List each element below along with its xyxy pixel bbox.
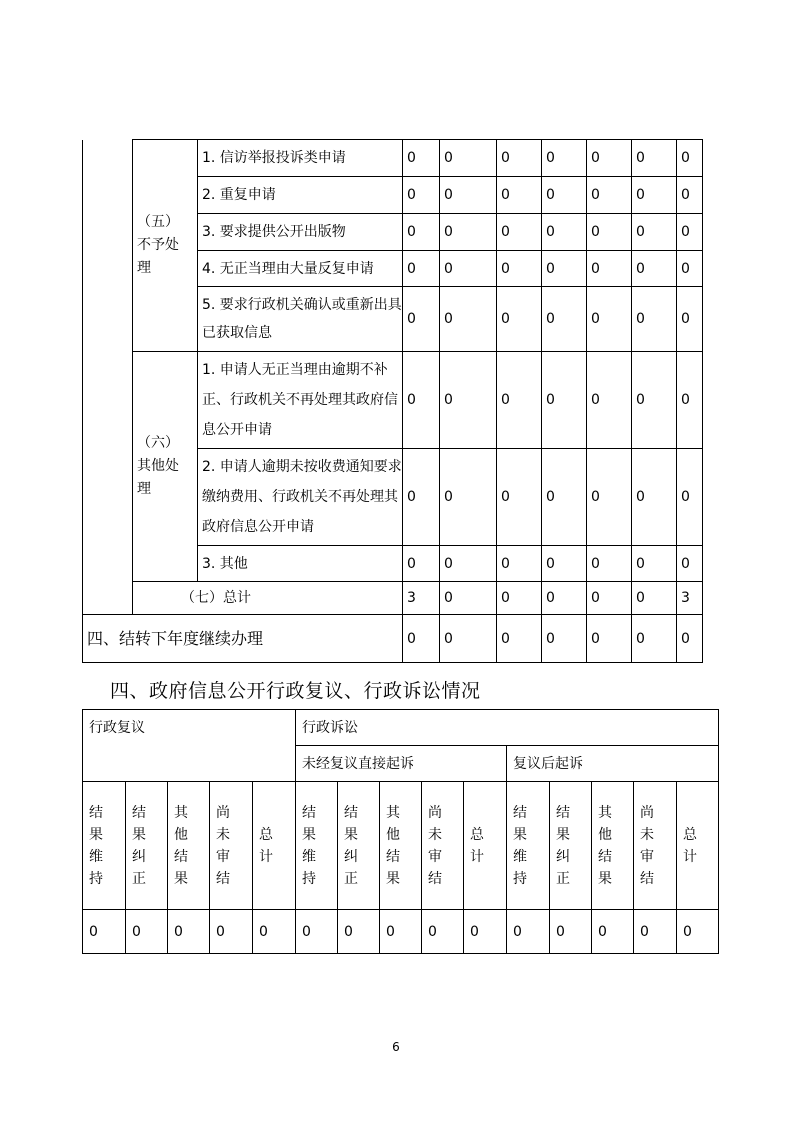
cell-value: 0 — [497, 449, 542, 546]
column-header-row — [83, 782, 719, 824]
cell-value: 0 — [497, 214, 542, 251]
column-header: 结 果 维 持 — [296, 782, 338, 910]
cell-value: 0 — [440, 615, 497, 663]
cell-value: 0 — [440, 287, 497, 352]
cell-value: 0 — [422, 910, 464, 954]
cell-value: 0 — [440, 140, 497, 177]
cell-value: 0 — [403, 287, 440, 352]
cell-value: 0 — [677, 140, 703, 177]
cell-value: 0 — [497, 140, 542, 177]
column-header: 其 他 结 果 — [380, 782, 422, 910]
column-header: 结 果 维 持 — [83, 782, 126, 910]
cell-value: 0 — [168, 910, 210, 954]
cell-value: 0 — [550, 910, 592, 954]
cell-value: 0 — [403, 352, 440, 449]
cell-value: 0 — [497, 615, 542, 663]
column-header: 尚 未 审 结 — [634, 782, 677, 910]
cell-value: 0 — [632, 214, 677, 251]
cell-value: 0 — [338, 910, 380, 954]
cell-value: 0 — [587, 352, 632, 449]
cell-value: 0 — [403, 449, 440, 546]
cell-value: 0 — [632, 615, 677, 663]
row-label: 2. 重复申请 — [198, 177, 403, 214]
cell-value: 0 — [592, 910, 634, 954]
table-row — [83, 352, 703, 449]
row-label: 1. 申请人无正当理由逾期不补正、行政机关不再处理其政府信息公开申请 — [198, 352, 403, 449]
cell-value: 0 — [587, 582, 632, 615]
cell-value: 0 — [677, 615, 703, 663]
cell-value: 0 — [403, 140, 440, 177]
cell-value: 0 — [210, 910, 253, 954]
cell-value: 0 — [632, 352, 677, 449]
row-label: 2. 申请人逾期未按收费通知要求缴纳费用、行政机关不再处理其政府信息公开申请 — [198, 449, 403, 546]
cell-value: 0 — [634, 910, 677, 954]
column-header: 结 果 纠 正 — [126, 782, 168, 910]
cell-value: 0 — [587, 287, 632, 352]
cell-value: 0 — [632, 251, 677, 287]
cell-value: 0 — [587, 449, 632, 546]
table-row — [83, 140, 703, 177]
blank-left-column — [83, 582, 133, 615]
cell-value: 0 — [497, 177, 542, 214]
row-label: 3. 要求提供公开出版物 — [198, 214, 403, 251]
cell-value: 0 — [497, 352, 542, 449]
cell-value: 0 — [677, 251, 703, 287]
cell-value: 0 — [126, 910, 168, 954]
cell-value: 0 — [587, 251, 632, 287]
cell-value: 0 — [403, 177, 440, 214]
row-label: 4. 无正当理由大量反复申请 — [198, 251, 403, 287]
cell-value: 0 — [296, 910, 338, 954]
cell-value: 0 — [542, 582, 587, 615]
column-header: 总 计 — [253, 782, 296, 910]
cell-value: 0 — [632, 449, 677, 546]
section-heading: 四、政府信息公开行政复议、行政诉讼情况 — [110, 680, 481, 702]
column-header: 尚 未 审 结 — [422, 782, 464, 910]
column-header: 结 果 纠 正 — [338, 782, 380, 910]
cell-value: 0 — [542, 140, 587, 177]
cell-value: 0 — [542, 214, 587, 251]
cell-value: 3 — [677, 582, 703, 615]
column-header: 结 果 维 持 — [507, 782, 550, 910]
cell-value: 0 — [497, 251, 542, 287]
total-label: （七）总计 — [133, 582, 403, 615]
cell-value: 0 — [83, 910, 126, 954]
cell-value: 0 — [677, 910, 719, 954]
cell-value: 0 — [542, 449, 587, 546]
processing-results-table — [82, 139, 703, 663]
cell-value: 0 — [440, 546, 497, 582]
cell-value: 0 — [542, 251, 587, 287]
cell-value: 0 — [587, 546, 632, 582]
after-review-header: 复议后起诉 — [507, 746, 719, 782]
cell-value: 0 — [677, 352, 703, 449]
cell-value: 0 — [632, 140, 677, 177]
cell-value: 0 — [677, 214, 703, 251]
cell-value: 0 — [542, 615, 587, 663]
cell-value: 0 — [464, 910, 507, 954]
cell-value: 0 — [440, 352, 497, 449]
cell-value: 0 — [677, 177, 703, 214]
row-label: 1. 信访举报投诉类申请 — [198, 140, 403, 177]
cell-value: 0 — [542, 287, 587, 352]
total-row — [83, 582, 703, 615]
cell-value: 0 — [440, 251, 497, 287]
admin-review-header: 行政复议 — [83, 710, 296, 782]
column-header: 尚 未 审 结 — [210, 782, 253, 910]
cell-value: 0 — [677, 546, 703, 582]
cell-value: 0 — [440, 449, 497, 546]
cell-value: 0 — [632, 287, 677, 352]
column-header: 其 他 结 果 — [168, 782, 210, 910]
cell-value: 0 — [542, 352, 587, 449]
direct-suit-header: 未经复议直接起诉 — [296, 746, 507, 782]
cell-value: 0 — [587, 177, 632, 214]
blank-left-column — [83, 140, 133, 582]
cell-value: 3 — [403, 582, 440, 615]
group-label-refuse: （五） 不予处 理 — [133, 140, 198, 352]
cell-value: 0 — [440, 214, 497, 251]
row-label: 5. 要求行政机关确认或重新出具已获取信息 — [198, 287, 403, 352]
carry-over-row — [83, 615, 703, 663]
cell-value: 0 — [587, 615, 632, 663]
cell-value: 0 — [403, 251, 440, 287]
cell-value: 0 — [497, 582, 542, 615]
row-label: 3. 其他 — [198, 546, 403, 582]
column-header: 结 果 纠 正 — [550, 782, 592, 910]
page-number: 6 — [392, 1040, 400, 1054]
cell-value: 0 — [497, 287, 542, 352]
cell-value: 0 — [542, 546, 587, 582]
cell-value: 0 — [403, 214, 440, 251]
group-label-other: （六） 其他处 理 — [133, 352, 198, 582]
review-litigation-table — [82, 709, 719, 954]
cell-value: 0 — [632, 546, 677, 582]
cell-value: 0 — [497, 546, 542, 582]
cell-value: 0 — [440, 177, 497, 214]
column-header: 总 计 — [677, 782, 719, 910]
cell-value: 0 — [507, 910, 550, 954]
column-header: 总 计 — [464, 782, 507, 910]
cell-value: 0 — [403, 546, 440, 582]
cell-value: 0 — [253, 910, 296, 954]
carry-over-label: 四、结转下年度继续办理 — [83, 615, 403, 663]
column-header: 其 他 结 果 — [592, 782, 634, 910]
litigation-header: 行政诉讼 — [296, 710, 719, 746]
cell-value: 0 — [632, 582, 677, 615]
values-row — [83, 910, 719, 954]
cell-value: 0 — [403, 615, 440, 663]
cell-value: 0 — [380, 910, 422, 954]
cell-value: 0 — [587, 214, 632, 251]
header-row — [83, 710, 719, 746]
cell-value: 0 — [440, 582, 497, 615]
cell-value: 0 — [677, 449, 703, 546]
cell-value: 0 — [677, 287, 703, 352]
cell-value: 0 — [542, 177, 587, 214]
cell-value: 0 — [632, 177, 677, 214]
cell-value: 0 — [587, 140, 632, 177]
